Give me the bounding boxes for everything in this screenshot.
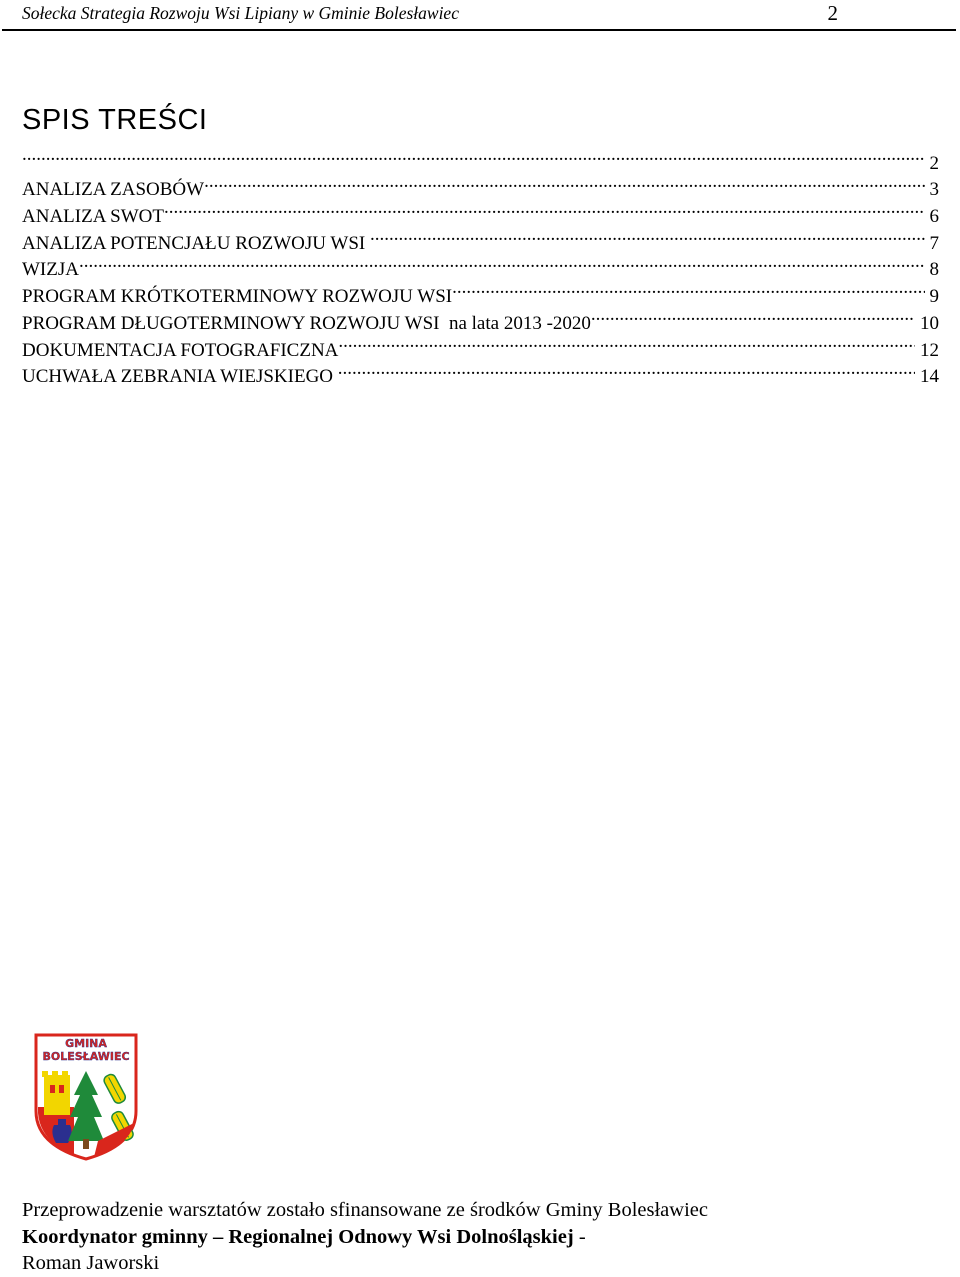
toc-entry-text: ANALIZA POTENCJAŁU ROZWOJU WSI (22, 232, 370, 254)
toc-entry-page: 8 (929, 259, 939, 281)
toc-entry-text: ANALIZA SWOT (22, 206, 164, 228)
gmina-boleslawiec-coat-of-arms-logo (30, 1033, 142, 1161)
toc-entry-page: 10 (920, 312, 939, 334)
toc-leader-dots (338, 329, 915, 356)
toc-entry-text: UCHWAŁA ZEBRANIA WIEJSKIEGO (22, 366, 338, 388)
toc-leader-dots (79, 249, 925, 276)
toc-entry-page: 7 (929, 232, 939, 254)
footer-coordinator-line (22, 1224, 952, 1251)
toc-title: SPIS TREŚCI (22, 104, 208, 136)
toc-entry-text: WIZJA (22, 259, 79, 281)
footer (22, 1197, 952, 1277)
header-divider (2, 29, 956, 31)
toc-entry[interactable] (22, 169, 939, 201)
toc-entry-text: PROGRAM KRÓTKOTERMINOWY ROZWOJU WSI (22, 286, 453, 308)
svg-text:GMINA: GMINA (65, 1037, 107, 1050)
toc-entry[interactable] (22, 142, 939, 174)
svg-text:BOLESŁAWIEC: BOLESŁAWIEC (42, 1050, 130, 1063)
toc-entry-text: ANALIZA ZASOBÓW (22, 179, 205, 201)
toc-entry-page: 6 (929, 206, 939, 228)
toc-entry-page: 3 (929, 179, 939, 201)
toc-entry-page: 2 (929, 152, 939, 174)
toc-leader-dots (204, 169, 924, 196)
toc-leader-dots (452, 275, 924, 302)
toc-entry-page: 9 (929, 286, 939, 308)
table-of-contents (22, 142, 939, 388)
toc-entry[interactable] (22, 275, 939, 308)
toc-leader-dots (370, 222, 925, 249)
toc-entry-page: 12 (920, 339, 939, 361)
page-header (0, 0, 960, 32)
toc-leader-dots (164, 195, 925, 222)
toc-entry-text: PROGRAM DŁUGOTERMINOWY ROZWOJU WSI na lata 2013 -2020 (22, 312, 591, 334)
header-title: Sołecka Strategia Rozwoju Wsi Lipiany w Gminie Bolesławiec (22, 3, 459, 23)
toc-entry[interactable] (22, 249, 939, 281)
toc-leader-dots (591, 302, 915, 329)
coordinator-dash: - (573, 1225, 586, 1248)
coordinator-name: Roman Jaworski (22, 1252, 160, 1274)
toc-leader-dots (22, 142, 925, 169)
header-page-number: 2 (827, 1, 838, 25)
coordinator-title: Koordynator gminny – Regionalnej Odnowy Wsi Dolnośląskiej (22, 1225, 574, 1248)
footer-funding-note: Przeprowadzenie warsztatów zostało sfinansowane ze środków Gminy Bolesławiec (22, 1199, 708, 1221)
toc-entry-text: DOKUMENTACJA FOTOGRAFICZNA (22, 339, 339, 361)
toc-leader-dots (338, 356, 915, 383)
toc-entry-page: 14 (920, 366, 939, 388)
